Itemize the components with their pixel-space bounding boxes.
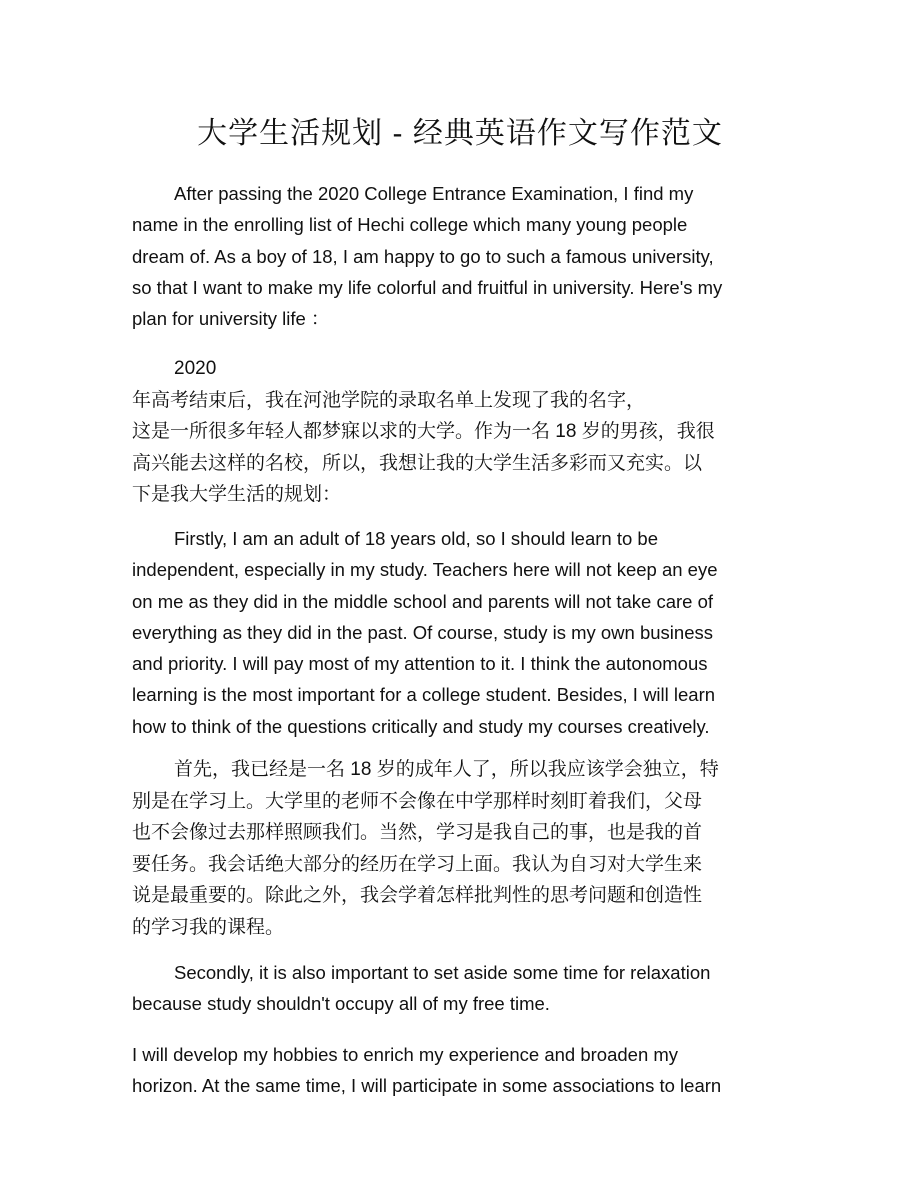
paragraph-firstly-chinese: 首先，我已经是一名 18 岁的成年人了，所以我应该学会独立，特 别是在学习上。大学里的老师不会像在中学那样时刻盯着我们，父母 也不会像过去那样照顾我们。当然，学习是我自己的事，也是我的首 要任务。我会话绝大部分的经历在学习上面。我认为自习对大学生来 说是最重要的。除此之外，我会学着怎样批判性的思考问题和创造性 的学习我的课程。: [132, 759, 719, 938]
paragraph-intro-chinese: 2020 年高考结束后，我在河池学院的录取名单上发现了我的名字， 这是一所很多年轻人都梦寐以求的大学。作为一名 18 岁的男孩，我很 高兴能去这样的名校，所以，我想让我的大学生活多彩而又充实。以 下是我大学生活的规划：: [132, 358, 715, 505]
document-title: 大学生活规划 - 经典英语作文写作范文: [197, 117, 723, 150]
paragraph-firstly-english: Firstly, I am an adult of 18 years old, so I should learn to be independent, especially in my study. Teachers here will not keep an eye on me as they did in the middle school and parents will not take care of everything as they did in the past. Of course, study is my own business and priority. I will pay most of my attention to it. I think the autonomous learning is the most important for a college student. Besides, I will learn how to think of the questions critically and study my courses creatively.: [132, 528, 718, 737]
paragraph-hobbies-english: I will develop my hobbies to enrich my experience and broaden my horizon. At the same time, I will participate in some associations to learn: [132, 1044, 722, 1097]
paragraph-secondly-english: Secondly, it is also important to set aside some time for relaxation because study shouldn't occupy all of my free time.: [132, 962, 711, 1015]
paragraph-intro-english: After passing the 2020 College Entrance Examination, I find my name in the enrolling list of Hechi college which many young people dream of. As a boy of 18, I am happy to go to such a famous university, so that I want to make my life colorful and fruitful in university. Here's my plan for university life ：: [132, 183, 723, 330]
